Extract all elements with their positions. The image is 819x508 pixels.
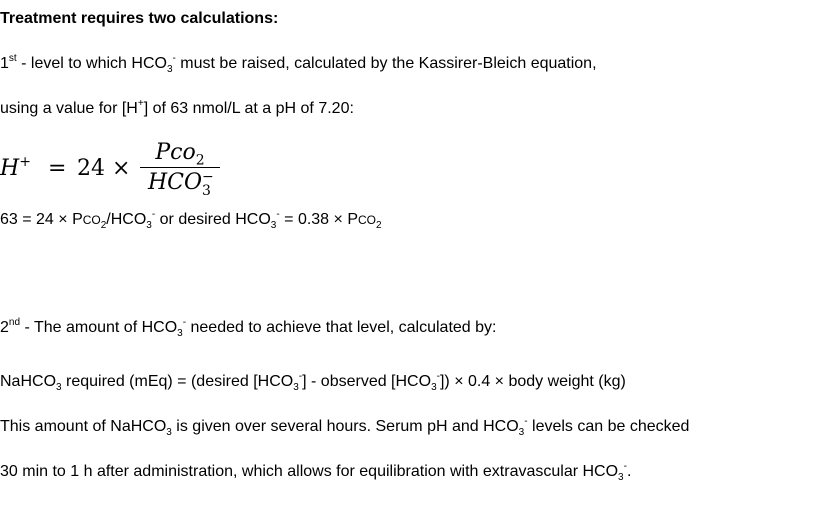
step1-line: 1st - level to which $HCO_3^-$ must be raised, calculated by the Kassirer-Bleich equation, xyxy=(0,52,597,76)
equation-fraction xyxy=(140,140,220,199)
equation-equals: = xyxy=(48,156,67,181)
bicarbonate-formula: NaHCO$_3$ required (mEq) = (desired $[HCO_3^-]$ - observed $[HCO_3^-]) \times 0.4$ × body weight (kg) xyxy=(0,370,626,394)
note-line-2: 30 min to 1 h after administration, which allows for equilibration with extravascular $HCO_3^-$. xyxy=(0,460,632,484)
equation-lhs: H+ xyxy=(0,153,31,181)
kassirer-bleich-equation xyxy=(0,140,240,204)
step1-number: 1 xyxy=(0,55,9,72)
equation-times: × xyxy=(112,156,131,181)
step2-number: 2 xyxy=(0,319,9,336)
equation-constant: 24 xyxy=(77,156,105,181)
step1-result: $63 = 24 \times PCO_2/HCO_3^-$ or desired $HCO_3^- = 0.38 \times PCO_2$ xyxy=(0,208,382,232)
step2-line: 2nd - The amount of $HCO_3^-$ needed to achieve that level, calculated by: xyxy=(0,316,497,340)
equation-numerator: Pco$_2$ xyxy=(155,140,205,169)
equation-denominator: HCO − 3 xyxy=(147,169,214,199)
step1-continuation: using a value for [H+] of 63 nmol/L at a pH of 7.20: xyxy=(0,97,354,117)
heading: Treatment requires two calculations: xyxy=(0,10,279,27)
note-line-1: This amount of NaHCO$_3$ is given over several hours. Serum pH and $HCO_3^-$ levels can be checked xyxy=(0,415,690,439)
fraction-bar xyxy=(140,167,220,168)
